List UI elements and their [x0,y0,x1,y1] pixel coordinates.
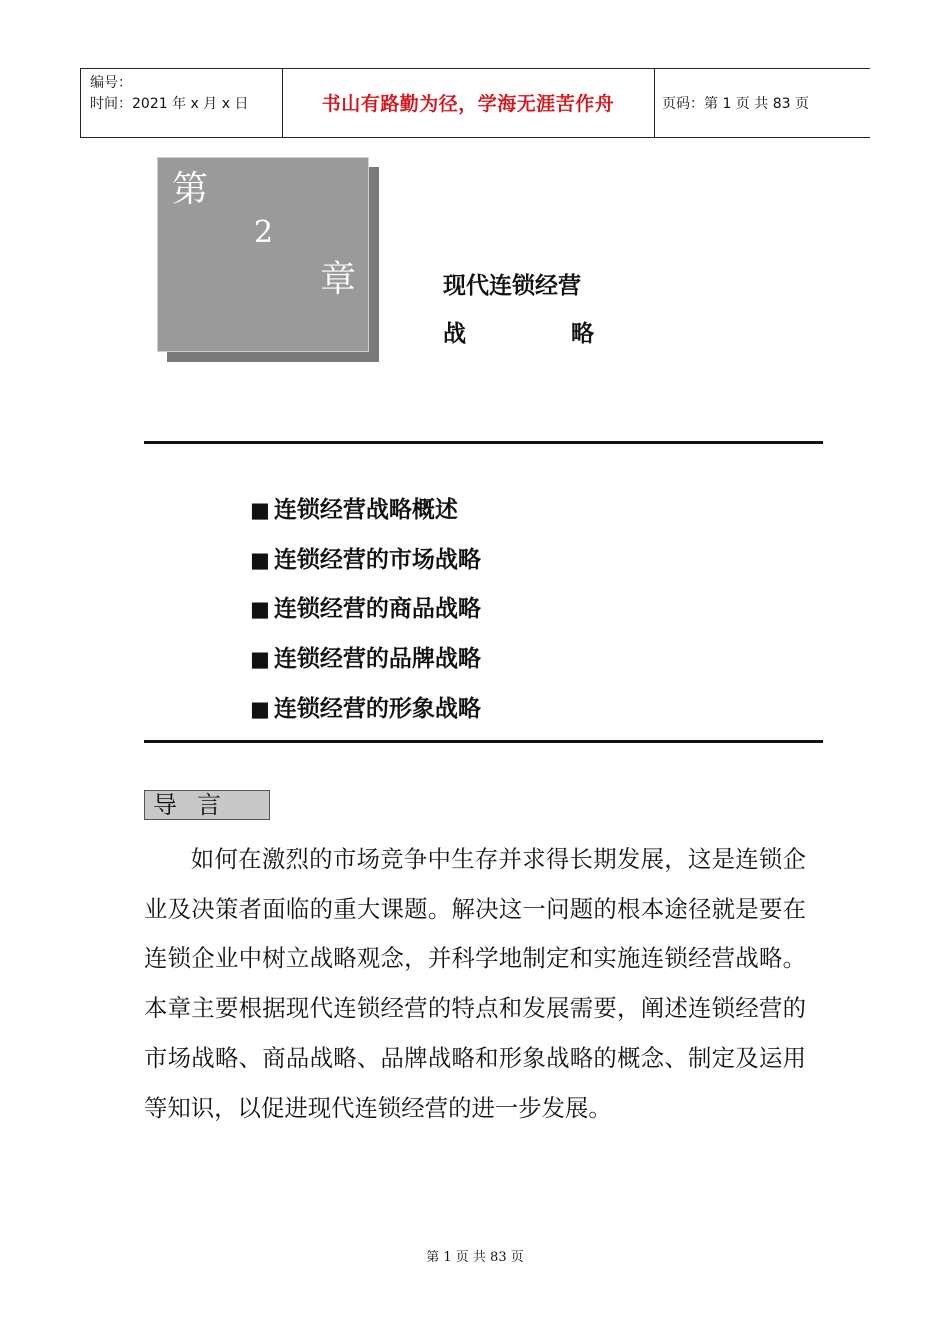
chapter-title-char: 略 [571,321,594,347]
chapter-outline [250,488,481,736]
header-divider [80,69,81,137]
chapter-title-char: 战 [443,321,466,347]
square-bullet-icon: ■ [250,547,270,572]
header-meta [90,73,248,115]
chapter-char-zhang: 章 [320,259,357,300]
section-rule-bottom [144,740,823,743]
square-bullet-icon: ■ [250,498,270,522]
square-bullet-icon: ■ [250,647,270,672]
date-text: 时间：2021 年 x 月 x 日 [90,96,249,112]
outline-item-text: 连锁经营的商品战略 [273,596,481,623]
header-motto: 书山有路勤为径，学海无涯苦作舟 [321,93,615,115]
page-header [80,68,870,138]
chapter-box [157,157,369,352]
intro-paragraph: 如何在激烈的市场竞争中生存并求得长期发展，这是连锁企业及决策者面临的重大课题。解决这一问题的根本途径就是要在连锁企业中树立战略观念，并科学地制定和实施连锁经营战略。本章主要根据现代连锁经营的特点和发展需要，阐述连锁经营的市场战略、商品战略、品牌战略和形象战略的概念、制定及运用等知识，以促进现代连锁经营的进一步发展。 [144,845,806,1122]
outline-item-text: 连锁经营的形象战略 [273,695,481,722]
header-divider [654,69,655,137]
outline-item [250,587,481,637]
outline-item [250,637,481,687]
section-rule-top [144,441,823,444]
intro-label: 导言 [144,790,270,820]
outline-item-text: 连锁经营的市场战略 [273,546,481,573]
chapter-title-line1: 现代连锁经营 [443,273,581,299]
header-page-info: 页码：第 1 页 共 83 页 [662,96,809,112]
chapter-title-line2 [443,310,603,358]
outline-item [250,687,481,737]
outline-item-text: 连锁经营的品牌战略 [273,646,481,673]
chapter-number: 2 [254,215,274,250]
outline-item [250,488,481,538]
outline-item [250,538,481,588]
serial-label: 编号： [90,75,132,91]
square-bullet-icon: ■ [250,597,270,622]
square-bullet-icon: ■ [250,696,270,721]
page-footer: 第 1 页 共 83 页 [426,1250,524,1265]
chapter-char-di: 第 [172,169,209,210]
chapter-title [443,262,603,358]
outline-item-text: 连锁经营战略概述 [273,497,458,523]
